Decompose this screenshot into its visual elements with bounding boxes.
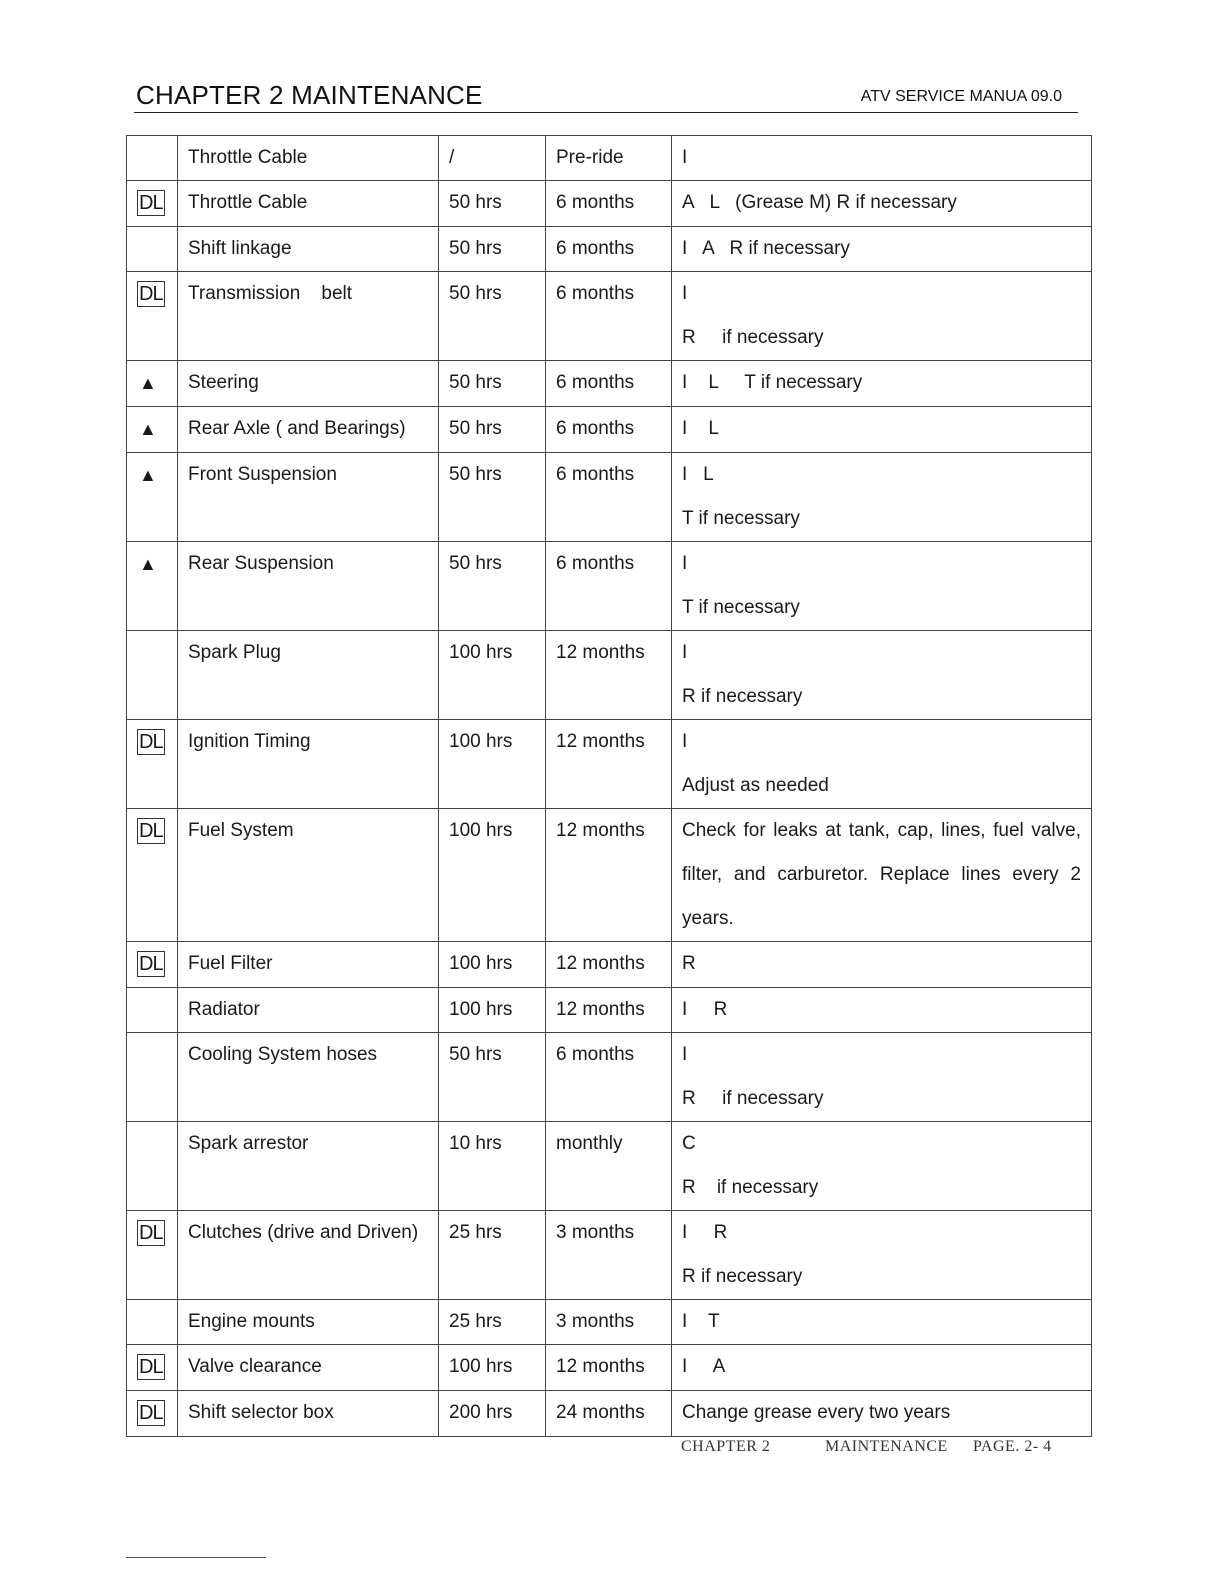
table-row <box>127 1391 1092 1437</box>
maintenance-item-text: Shift linkage <box>188 238 292 259</box>
interval-time <box>546 272 672 361</box>
interval-hours-text: 100 hrs <box>449 953 513 974</box>
interval-hours-text: 50 hrs <box>449 238 502 259</box>
table-row <box>127 1300 1092 1345</box>
action-line: I <box>682 731 688 752</box>
action-line: Change grease every two years <box>682 1402 951 1423</box>
footer-section: MAINTENANCE <box>825 1438 948 1455</box>
maintenance-item-text: Throttle Cable <box>188 192 308 213</box>
maintenance-action <box>672 1122 1092 1211</box>
maintenance-action <box>672 227 1092 272</box>
row-marker <box>127 1345 178 1391</box>
maintenance-action <box>672 272 1092 361</box>
interval-hours-text: 50 hrs <box>449 283 502 304</box>
action-line: A L (Grease M) R if necessary <box>682 192 957 213</box>
row-marker <box>127 181 178 227</box>
row-marker <box>127 631 178 720</box>
maintenance-item <box>178 407 439 453</box>
maintenance-item <box>178 631 439 720</box>
maintenance-item-text: Engine mounts <box>188 1311 315 1332</box>
maintenance-item-text: Cooling System hoses <box>188 1044 378 1065</box>
action-line: I L <box>682 464 714 485</box>
interval-time-text: 6 months <box>556 283 635 304</box>
interval-hours-text: 50 hrs <box>449 372 502 393</box>
maintenance-item-text: Shift selector box <box>188 1402 334 1423</box>
maintenance-item <box>178 1122 439 1211</box>
maintenance-item-text: Fuel Filter <box>188 953 273 974</box>
interval-time-text: 3 months <box>556 1311 635 1332</box>
interval-time-text: 24 months <box>556 1402 645 1423</box>
maintenance-item <box>178 942 439 988</box>
maintenance-item-text: Front Suspension <box>188 464 337 485</box>
maintenance-item-text: Throttle Cable <box>188 147 308 168</box>
maintenance-action <box>672 631 1092 720</box>
interval-hours <box>439 361 546 407</box>
row-marker <box>127 407 178 453</box>
maintenance-item <box>178 227 439 272</box>
interval-hours-text: 100 hrs <box>449 1356 513 1377</box>
row-marker <box>127 1391 178 1437</box>
maintenance-item-text: Rear Axle ( and Bearings) <box>188 418 406 439</box>
interval-hours <box>439 1391 546 1437</box>
table-row <box>127 1211 1092 1300</box>
table-row <box>127 136 1092 181</box>
row-marker <box>127 1211 178 1300</box>
maintenance-item <box>178 453 439 542</box>
maintenance-item-text: Radiator <box>188 999 260 1020</box>
table-row <box>127 361 1092 407</box>
row-marker <box>127 809 178 942</box>
row-marker <box>127 227 178 272</box>
interval-time-text: Pre-ride <box>556 147 624 168</box>
interval-time <box>546 720 672 809</box>
dl-badge: DL <box>139 953 163 975</box>
table-row <box>127 720 1092 809</box>
interval-hours-text: 200 hrs <box>449 1402 513 1423</box>
maintenance-item-text: Spark Plug <box>188 642 281 663</box>
table-row <box>127 988 1092 1033</box>
maintenance-item-text: Valve clearance <box>188 1356 322 1377</box>
interval-time-text: 12 months <box>556 642 645 663</box>
row-marker <box>127 453 178 542</box>
maintenance-item <box>178 272 439 361</box>
interval-hours <box>439 272 546 361</box>
action-line: Check for leaks at tank, cap, lines, fuel valve, filter, and carburetor. Replace lines every 2 years. <box>682 820 1081 929</box>
action-line: I <box>682 283 688 304</box>
interval-time <box>546 1300 672 1345</box>
interval-time <box>546 942 672 988</box>
interval-hours-text: 100 hrs <box>449 999 513 1020</box>
interval-time <box>546 631 672 720</box>
interval-time-text: 6 months <box>556 464 635 485</box>
interval-time <box>546 542 672 631</box>
action-line: R if necessary <box>682 1266 803 1287</box>
interval-hours <box>439 1033 546 1122</box>
page-title: CHAPTER 2 MAINTENANCE <box>136 80 483 110</box>
interval-hours-text: 25 hrs <box>449 1222 502 1243</box>
maintenance-action <box>672 720 1092 809</box>
row-marker <box>127 720 178 809</box>
row-marker <box>127 1122 178 1211</box>
row-marker <box>127 1033 178 1122</box>
maintenance-action <box>672 809 1092 942</box>
dl-badge: DL <box>139 820 163 842</box>
maintenance-item <box>178 1391 439 1437</box>
interval-hours-text: 25 hrs <box>449 1311 502 1332</box>
interval-hours <box>439 1122 546 1211</box>
interval-time-text: 12 months <box>556 999 645 1020</box>
interval-hours-text: / <box>449 147 455 168</box>
row-marker <box>127 942 178 988</box>
maintenance-action <box>672 1345 1092 1391</box>
warning-triangle-icon: ▲ <box>139 554 157 574</box>
interval-time <box>546 181 672 227</box>
maintenance-item-text: Spark arrestor <box>188 1133 309 1154</box>
action-line: I <box>682 1044 688 1065</box>
table-row <box>127 542 1092 631</box>
row-marker <box>127 361 178 407</box>
maintenance-action <box>672 542 1092 631</box>
interval-hours-text: 100 hrs <box>449 820 513 841</box>
interval-time-text: 12 months <box>556 1356 645 1377</box>
interval-hours <box>439 942 546 988</box>
interval-hours-text: 50 hrs <box>449 553 502 574</box>
interval-time <box>546 407 672 453</box>
interval-time-text: 6 months <box>556 192 635 213</box>
interval-hours <box>439 1211 546 1300</box>
dl-badge: DL <box>139 1222 163 1244</box>
interval-hours <box>439 181 546 227</box>
interval-time <box>546 453 672 542</box>
warning-triangle-icon: ▲ <box>139 419 157 439</box>
interval-time-text: 12 months <box>556 953 645 974</box>
interval-time <box>546 361 672 407</box>
interval-time <box>546 227 672 272</box>
interval-hours <box>439 720 546 809</box>
interval-hours <box>439 1300 546 1345</box>
maintenance-item <box>178 361 439 407</box>
action-line: R if necessary <box>682 1088 824 1109</box>
maintenance-item <box>178 1345 439 1391</box>
action-line: I R <box>682 1222 728 1243</box>
row-marker <box>127 988 178 1033</box>
dl-badge: DL <box>139 731 163 753</box>
maintenance-action <box>672 1391 1092 1437</box>
interval-time <box>546 1211 672 1300</box>
maintenance-item-text: Steering <box>188 372 259 393</box>
interval-hours <box>439 136 546 181</box>
interval-time-text: 6 months <box>556 372 635 393</box>
interval-time <box>546 1391 672 1437</box>
interval-time <box>546 988 672 1033</box>
interval-time <box>546 809 672 942</box>
row-marker <box>127 136 178 181</box>
interval-hours <box>439 1345 546 1391</box>
dl-badge: DL <box>139 283 163 305</box>
interval-hours-text: 100 hrs <box>449 642 513 663</box>
action-line: R if necessary <box>682 686 803 707</box>
maintenance-action <box>672 361 1092 407</box>
table-row <box>127 942 1092 988</box>
maintenance-item <box>178 1033 439 1122</box>
maintenance-item <box>178 988 439 1033</box>
interval-hours <box>439 988 546 1033</box>
maintenance-action <box>672 453 1092 542</box>
interval-hours <box>439 453 546 542</box>
interval-time-text: 6 months <box>556 238 635 259</box>
action-line: I L T if necessary <box>682 372 863 393</box>
table-row <box>127 407 1092 453</box>
dl-badge: DL <box>139 1402 163 1424</box>
table-row <box>127 453 1092 542</box>
maintenance-table-body <box>127 136 1092 1437</box>
action-line: Adjust as needed <box>682 775 829 796</box>
maintenance-item-text: Fuel System <box>188 820 294 841</box>
interval-time <box>546 1345 672 1391</box>
table-row <box>127 809 1092 942</box>
interval-hours <box>439 809 546 942</box>
manual-version: ATV SERVICE MANUA 09.0 <box>860 88 1062 105</box>
maintenance-item <box>178 1211 439 1300</box>
maintenance-item-text: Ignition Timing <box>188 731 311 752</box>
interval-hours <box>439 631 546 720</box>
action-line: I <box>682 642 688 663</box>
dl-badge: DL <box>139 192 163 214</box>
table-row <box>127 181 1092 227</box>
maintenance-action <box>672 942 1092 988</box>
row-marker <box>127 542 178 631</box>
action-line: T if necessary <box>682 597 800 618</box>
warning-triangle-icon: ▲ <box>139 373 157 393</box>
action-line: I L <box>682 418 719 439</box>
interval-time <box>546 1033 672 1122</box>
row-marker <box>127 1300 178 1345</box>
action-line: R if necessary <box>682 327 824 348</box>
table-row <box>127 631 1092 720</box>
interval-hours-text: 50 hrs <box>449 1044 502 1065</box>
action-line: I A R if necessary <box>682 238 850 259</box>
action-line: I T <box>682 1311 720 1332</box>
interval-hours-text: 50 hrs <box>449 418 502 439</box>
action-line: R <box>682 953 696 974</box>
table-row <box>127 1345 1092 1391</box>
action-line: R if necessary <box>682 1177 819 1198</box>
interval-time <box>546 136 672 181</box>
maintenance-item-text: Clutches (drive and Driven) <box>188 1222 419 1243</box>
footer-link-line <box>126 1557 266 1558</box>
maintenance-item <box>178 809 439 942</box>
maintenance-item <box>178 1300 439 1345</box>
maintenance-item <box>178 720 439 809</box>
maintenance-item <box>178 542 439 631</box>
maintenance-item <box>178 136 439 181</box>
table-row <box>127 272 1092 361</box>
maintenance-item-text: Transmission belt <box>188 283 353 304</box>
maintenance-action <box>672 136 1092 181</box>
maintenance-table <box>126 135 1092 1437</box>
interval-time-text: 6 months <box>556 418 635 439</box>
action-line: I <box>682 553 688 574</box>
interval-hours-text: 50 hrs <box>449 464 502 485</box>
interval-hours-text: 100 hrs <box>449 731 513 752</box>
maintenance-item-text: Rear Suspension <box>188 553 334 574</box>
interval-time-text: monthly <box>556 1133 623 1154</box>
interval-hours-text: 50 hrs <box>449 192 502 213</box>
interval-time-text: 12 months <box>556 820 645 841</box>
row-marker <box>127 272 178 361</box>
maintenance-action <box>672 407 1092 453</box>
interval-hours <box>439 227 546 272</box>
action-line: C <box>682 1133 696 1154</box>
maintenance-action <box>672 1300 1092 1345</box>
interval-time-text: 12 months <box>556 731 645 752</box>
table-row <box>127 1033 1092 1122</box>
interval-hours <box>439 542 546 631</box>
interval-time-text: 6 months <box>556 1044 635 1065</box>
interval-time-text: 6 months <box>556 553 635 574</box>
table-row <box>127 1122 1092 1211</box>
maintenance-item <box>178 181 439 227</box>
interval-time-text: 3 months <box>556 1222 635 1243</box>
interval-hours-text: 10 hrs <box>449 1133 502 1154</box>
table-row <box>127 227 1092 272</box>
interval-hours <box>439 407 546 453</box>
interval-time <box>546 1122 672 1211</box>
maintenance-action <box>672 988 1092 1033</box>
action-line: I R <box>682 999 728 1020</box>
action-line: I <box>682 147 688 168</box>
page-header <box>134 78 1078 113</box>
maintenance-action <box>672 1033 1092 1122</box>
action-line: I A <box>682 1356 726 1377</box>
footer-page: PAGE. 2- 4 <box>973 1438 1052 1455</box>
warning-triangle-icon: ▲ <box>139 465 157 485</box>
dl-badge: DL <box>139 1356 163 1378</box>
maintenance-action <box>672 181 1092 227</box>
maintenance-action <box>672 1211 1092 1300</box>
footer-chapter: CHAPTER 2 <box>681 1438 771 1455</box>
action-line: T if necessary <box>682 508 800 529</box>
